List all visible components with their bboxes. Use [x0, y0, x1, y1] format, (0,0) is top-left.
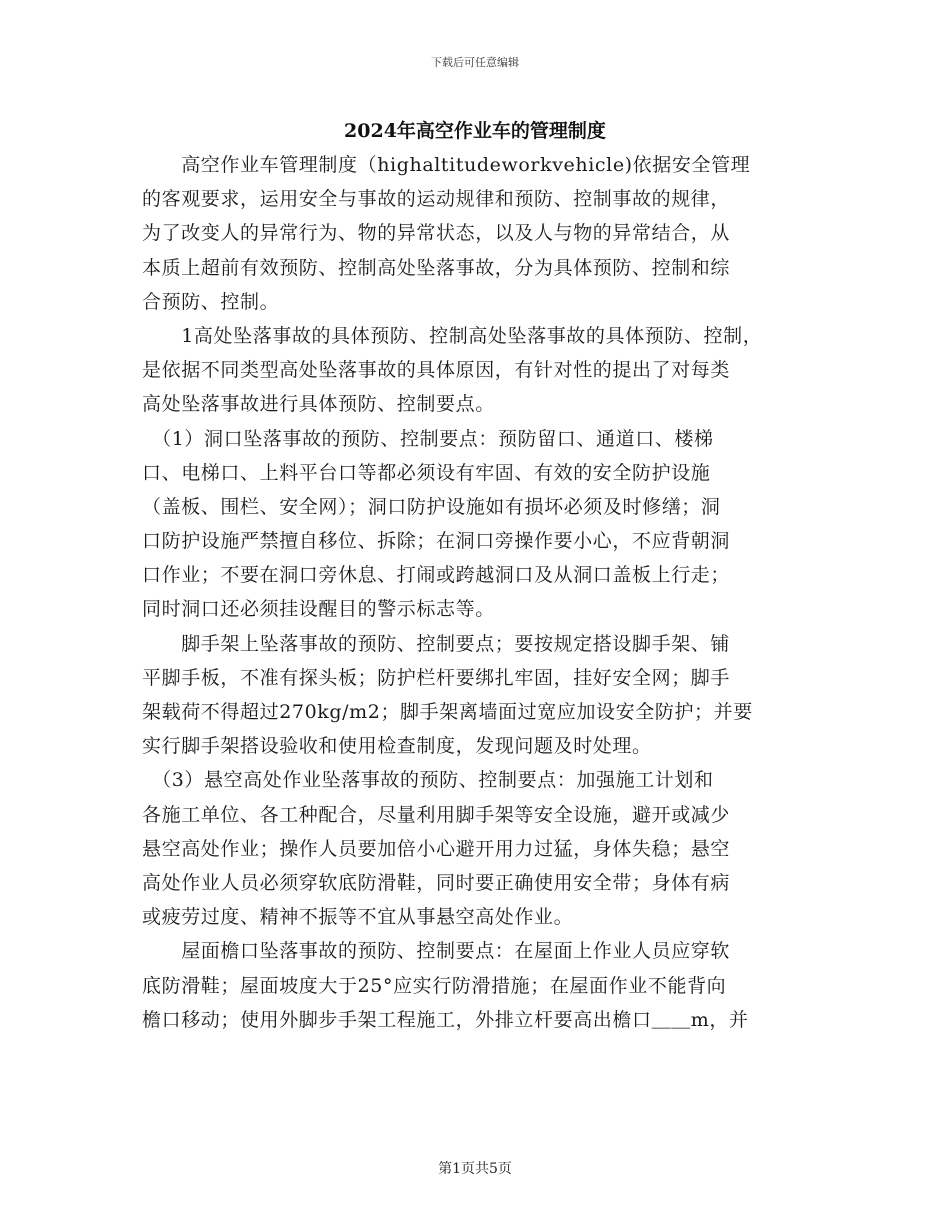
- text-line: 的客观要求，运用安全与事故的运动规律和预防、控制事故的规律，: [142, 188, 731, 211]
- text-line: 口防护设施严禁擅自移位、拆除；在洞口旁操作要小心，不应背朝洞: [142, 530, 731, 553]
- paragraph-intro: [142, 148, 814, 319]
- text-line: （盖板、围栏、安全网）；洞口防护设施如有损坏必须及时修缮；洞: [142, 495, 721, 518]
- text-line: 1高处坠落事故的具体预防、控制高处坠落事故的具体预防、控制，: [142, 324, 763, 347]
- text-line: 口、电梯口、上料平台口等都必须设有牢固、有效的安全防护设施: [142, 461, 711, 484]
- paragraph-opening-falls: [142, 422, 814, 627]
- text-line: 口作业；不要在洞口旁休息、打闹或跨越洞口及从洞口盖板上行走；: [142, 564, 731, 587]
- text-line: 各施工单位、各工种配合，尽量利用脚手架等安全设施，避开或减少: [142, 803, 731, 826]
- text-line: 屋面檐口坠落事故的预防、控制要点：在屋面上作业人员应穿软: [142, 940, 731, 963]
- text-line: 合预防、控制。: [142, 290, 280, 313]
- text-line: 本质上超前有效预防、控制高处坠落事故，分为具体预防、控制和综: [142, 256, 731, 279]
- text-line: 高处作业人员必须穿软底防滑鞋，同时要正确使用安全带；身体有病: [142, 871, 731, 894]
- text-line: 架载荷不得超过270kg/m2；脚手架离墙面过宽应加设安全防护；并要: [142, 701, 753, 723]
- page-header: 下载后可任意编辑: [431, 56, 519, 69]
- text-line: 高处坠落事故进行具体预防、控制要点。: [142, 393, 495, 416]
- document-title: 2024年高空作业车的管理制度: [344, 120, 606, 142]
- text-line: 平脚手板，不准有探头板；防护栏杆要绑扎牢固，挂好安全网；脚手: [142, 666, 731, 689]
- text-line: 底防滑鞋；屋面坡度大于25°应实行防滑措施；在屋面作业不能背向: [142, 974, 727, 997]
- text-line: （3）悬空高处作业坠落事故的预防、控制要点：加强施工计划和: [142, 769, 714, 792]
- text-line: 高空作业车管理制度（highaltitudeworkvehicle)依据安全管理: [142, 154, 751, 176]
- paragraph-roof-eave-falls: [142, 934, 814, 1037]
- paragraph-specific-prevention: [142, 319, 814, 422]
- text-line: 檐口移动；使用外脚步手架工程施工，外排立杆要高出檐口＿＿m，并: [142, 1008, 749, 1031]
- paragraph-scaffold-falls: [142, 627, 814, 764]
- text-line: 是依据不同类型高处坠落事故的具体原因，有针对性的提出了对每类: [142, 359, 731, 382]
- text-line: 悬空高处作业；操作人员要加倍小心避开用力过猛，身体失稳；悬空: [142, 837, 731, 860]
- text-line: 脚手架上坠落事故的预防、控制要点；要按规定搭设脚手架、铺: [142, 632, 731, 655]
- document-body: [142, 148, 814, 1037]
- text-line: 实行脚手架搭设验收和使用检查制度，发现问题及时处理。: [142, 735, 652, 758]
- paragraph-suspended-work-falls: [142, 763, 814, 934]
- text-line: （1）洞口坠落事故的预防、控制要点：预防留口、通道口、楼梯: [142, 427, 714, 450]
- text-line: 为了改变人的异常行为、物的异常状态，以及人与物的异常结合，从: [142, 222, 731, 245]
- page-footer: 第1页共5页: [438, 1161, 512, 1177]
- text-line: 或疲劳过度、精神不振等不宜从事悬空高处作业。: [142, 906, 574, 929]
- text-line: 同时洞口还必须挂设醒目的警示标志等。: [142, 598, 495, 621]
